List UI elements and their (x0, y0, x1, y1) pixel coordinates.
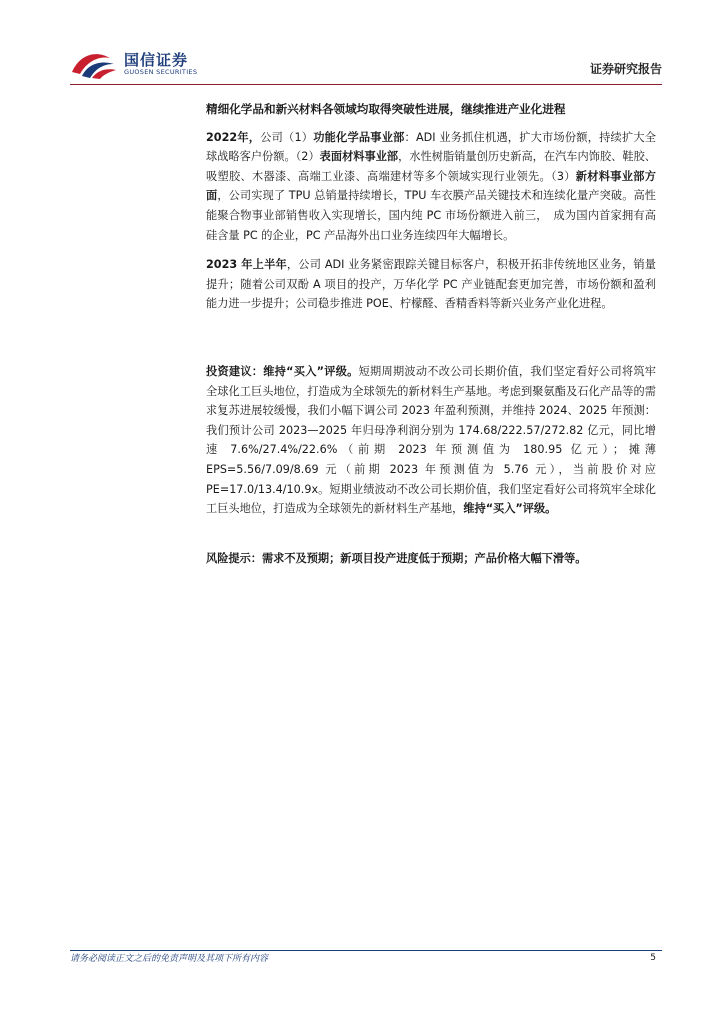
logo-cn-text: 国信证券 (124, 50, 189, 69)
bold-text-run: 表面材料事业部 (319, 150, 399, 164)
report-body (206, 100, 656, 568)
text-run: 短期周期波动不改公司长期价值，我们坚定看好公司将筑牢全球化工巨头地位，打造成为全球领先的新材料生产基地。考虑到聚氨酯及石化产品等的需求复苏进展较缓慢，我们小幅下调公司 2023 年盈利预测，并维持 2024、2025 年预测：我们预计公司 2023—2025 年归母净利润分别为 174.68/222.57/272.82 亿元，同比增速 7.6%/27.4%/22.6%（前期 2023 年预测值为 180.95 亿元）；摊薄 EPS=5.56/7.09/8.69 元（前期 2023 年预测值为 5.76 元），当前股价对应 PE=17.0/13.4/10.9x。短期业绩波动不改公司长期价值，我们坚定看好公司将筑牢全球化工巨头地位，打造成为全球领先的新材料生产基地， (206, 364, 656, 516)
header-divider (70, 84, 662, 85)
text-run: ，公司 ADI 业务紧密跟踪关键目标客户，积极开拓非传统地区业务，销量提升；随着公司双酚 A 项目的投产，万华化学 PC 产业链配套更加完善，市场份额和盈利能力进一步提升；公司稳步推进 POE、柠檬醛、香精香料等新兴业务产业化进程。 (206, 258, 656, 311)
section-headline: 精细化学品和新兴材料各领域均取得突破性进展，继续推进产业化进程 (206, 102, 566, 116)
paragraph-investment-advice (206, 362, 656, 519)
company-logo (70, 48, 197, 80)
paragraph-2022 (206, 128, 656, 246)
logo-en-text: GUOSEN SECURITIES (124, 67, 198, 76)
bold-text-run: 维持“买入”评级。 (463, 502, 557, 516)
footer-disclaimer: 请务必阅读正文之后的免责声明及其项下所有内容 (70, 954, 269, 964)
text-run: 公司（1） (260, 130, 314, 144)
text-run: ，水性树脂销量创历史新高，在汽车内饰胶、鞋胶、吸塑胶、木器漆、高端工业漆、高端建材等多个领域实现行业领先。（3） (206, 150, 656, 183)
page-number: 5 (650, 953, 656, 963)
bold-text-run: 投资建议：维持“买入”评级。 (206, 364, 359, 378)
page-header (70, 48, 662, 84)
bold-text-run: 2023 年上半年 (206, 258, 287, 272)
text-run: ：ADI 业务抓住机遇，扩大市场份额，持续扩大全球战略客户份额。（2） (206, 130, 656, 164)
guosen-logo-icon (70, 48, 118, 80)
bold-text-run: 功能化学品事业部 (313, 130, 405, 144)
paragraph-risk-warning: 风险提示：需求不及预期；新项目投产进度低于预期；产品价格大幅下滑等。 (206, 551, 587, 565)
paragraph-2023h1 (206, 255, 656, 314)
report-type: 证券研究报告 (589, 62, 662, 76)
bold-text-run: 新材料事业部方面 (206, 169, 656, 203)
bold-text-run: 2022年， (206, 130, 261, 144)
text-run: ，公司实现了 TPU 总销量持续增长，TPU 车衣膜产品关键技术和连续化量产突破。高性能聚合物事业部销售收入实现增长，国内纯 PC 市场份额进入前三， 成为国内首家拥有高硅含量 PC 的企业，PC 产品海外出口业务连续四年大幅增长。 (206, 189, 656, 242)
